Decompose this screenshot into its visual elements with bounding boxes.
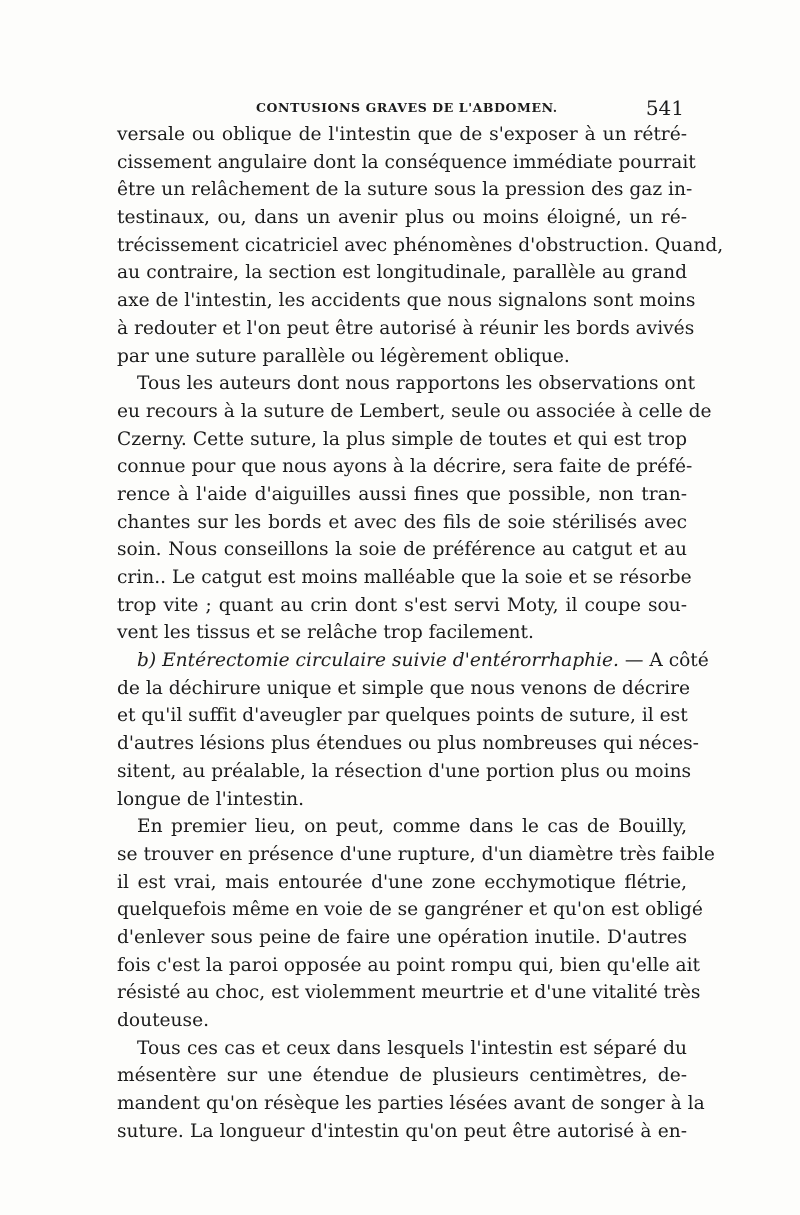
- text-line: chantes sur les bords et avec des fils de soie stérilisés avec: [117, 511, 687, 533]
- text-line: d'enlever sous peine de faire une opération inutile. D'autres: [117, 926, 687, 948]
- text-line: trécissement cicatriciel avec phénomènes d'obstruction. Quand,: [117, 234, 724, 256]
- text-line: versale ou oblique de l'intestin que de s'exposer à un rétré-: [117, 124, 687, 145]
- text-line: mandent qu'on résèque les parties lésées avant de songer à la: [117, 1093, 705, 1115]
- section-heading-line: b) Entérectomie circulaire suivie d'entérorrhaphie. — A côté: [137, 650, 709, 672]
- text-line: longue de l'intestin.: [117, 788, 305, 810]
- text-line: quelquefois même en voie de se gangréner et qu'on est obligé: [117, 899, 703, 921]
- text-line: fois c'est la paroi opposée au point rompu qui, bien qu'elle ait: [117, 954, 701, 976]
- text-line: par une suture parallèle ou légèrement oblique.: [117, 345, 570, 367]
- text-line: à redouter et l'on peut être autorisé à réunir les bords avivés: [117, 317, 695, 339]
- text-line: suture. La longueur d'intestin qu'on peut être autorisé à en-: [117, 1120, 687, 1142]
- text-line: axe de l'intestin, les accidents que nous signalons sont moins: [117, 290, 696, 312]
- text-line: il est vrai, mais entourée d'une zone ecchymotique flétrie,: [117, 871, 687, 893]
- text-line: et qu'il suffit d'aveugler par quelques points de suture, il est: [117, 705, 688, 727]
- text-line: vent les tissus et se relâche trop facilement.: [117, 622, 534, 644]
- text-line: douteuse.: [117, 1010, 209, 1031]
- text-line: Czerny. Cette suture, la plus simple de toutes et qui est trop: [117, 428, 687, 450]
- text-line: testinaux, ou, dans un avenir plus ou moins éloigné, un ré-: [117, 207, 687, 229]
- text-line: connue pour que nous ayons à la décrire, sera faite de préfé-: [117, 456, 693, 478]
- text-line: au contraire, la section est longitudinale, parallèle au grand: [117, 262, 687, 284]
- text-line: eu recours à la suture de Lembert, seule ou associée à celle de: [117, 400, 712, 422]
- text-line: de la déchirure unique et simple que nous venons de décrire: [117, 677, 690, 699]
- text-line: rence à l'aide d'aiguilles aussi fines que possible, non tran-: [117, 483, 687, 505]
- text-line: trop vite ; quant au crin dont s'est servi Moty, il coupe sou-: [117, 594, 687, 616]
- text-line: soin. Nous conseillons la soie de préférence au catgut et au: [117, 539, 687, 561]
- text-line: résisté au choc, est violemment meurtrie et d'une vitalité très: [117, 982, 701, 1004]
- running-title: CONTUSIONS GRAVES DE L'ABDOMEN.: [256, 100, 558, 115]
- text-line: cissement angulaire dont la conséquence immédiate pourrait: [117, 151, 696, 173]
- paragraph-first-line: Tous les auteurs dont nous rapportons les observations ont: [137, 373, 696, 395]
- text-line: crin.. Le catgut est moins malléable que la soie et se résorbe: [117, 567, 692, 588]
- paragraph-first-line: En premier lieu, on peut, comme dans le cas de Bouilly,: [137, 816, 687, 838]
- body-text: [117, 121, 724, 1145]
- text-line: d'autres lésions plus étendues ou plus nombreuses qui néces-: [117, 733, 699, 755]
- paragraph-first-line: Tous ces cas et ceux dans lesquels l'intestin est séparé du: [137, 1037, 687, 1059]
- text-line: sitent, au préalable, la résection d'une portion plus ou moins: [117, 760, 692, 782]
- text-line: mésentère sur une étendue de plusieurs centimètres, de-: [117, 1065, 687, 1087]
- text-line: se trouver en présence d'une rupture, d'un diamètre très faible: [117, 843, 715, 865]
- text-line: être un relâchement de la suture sous la pression des gaz in-: [117, 179, 693, 201]
- page-number: 541: [645, 96, 684, 120]
- running-head: [118, 96, 686, 122]
